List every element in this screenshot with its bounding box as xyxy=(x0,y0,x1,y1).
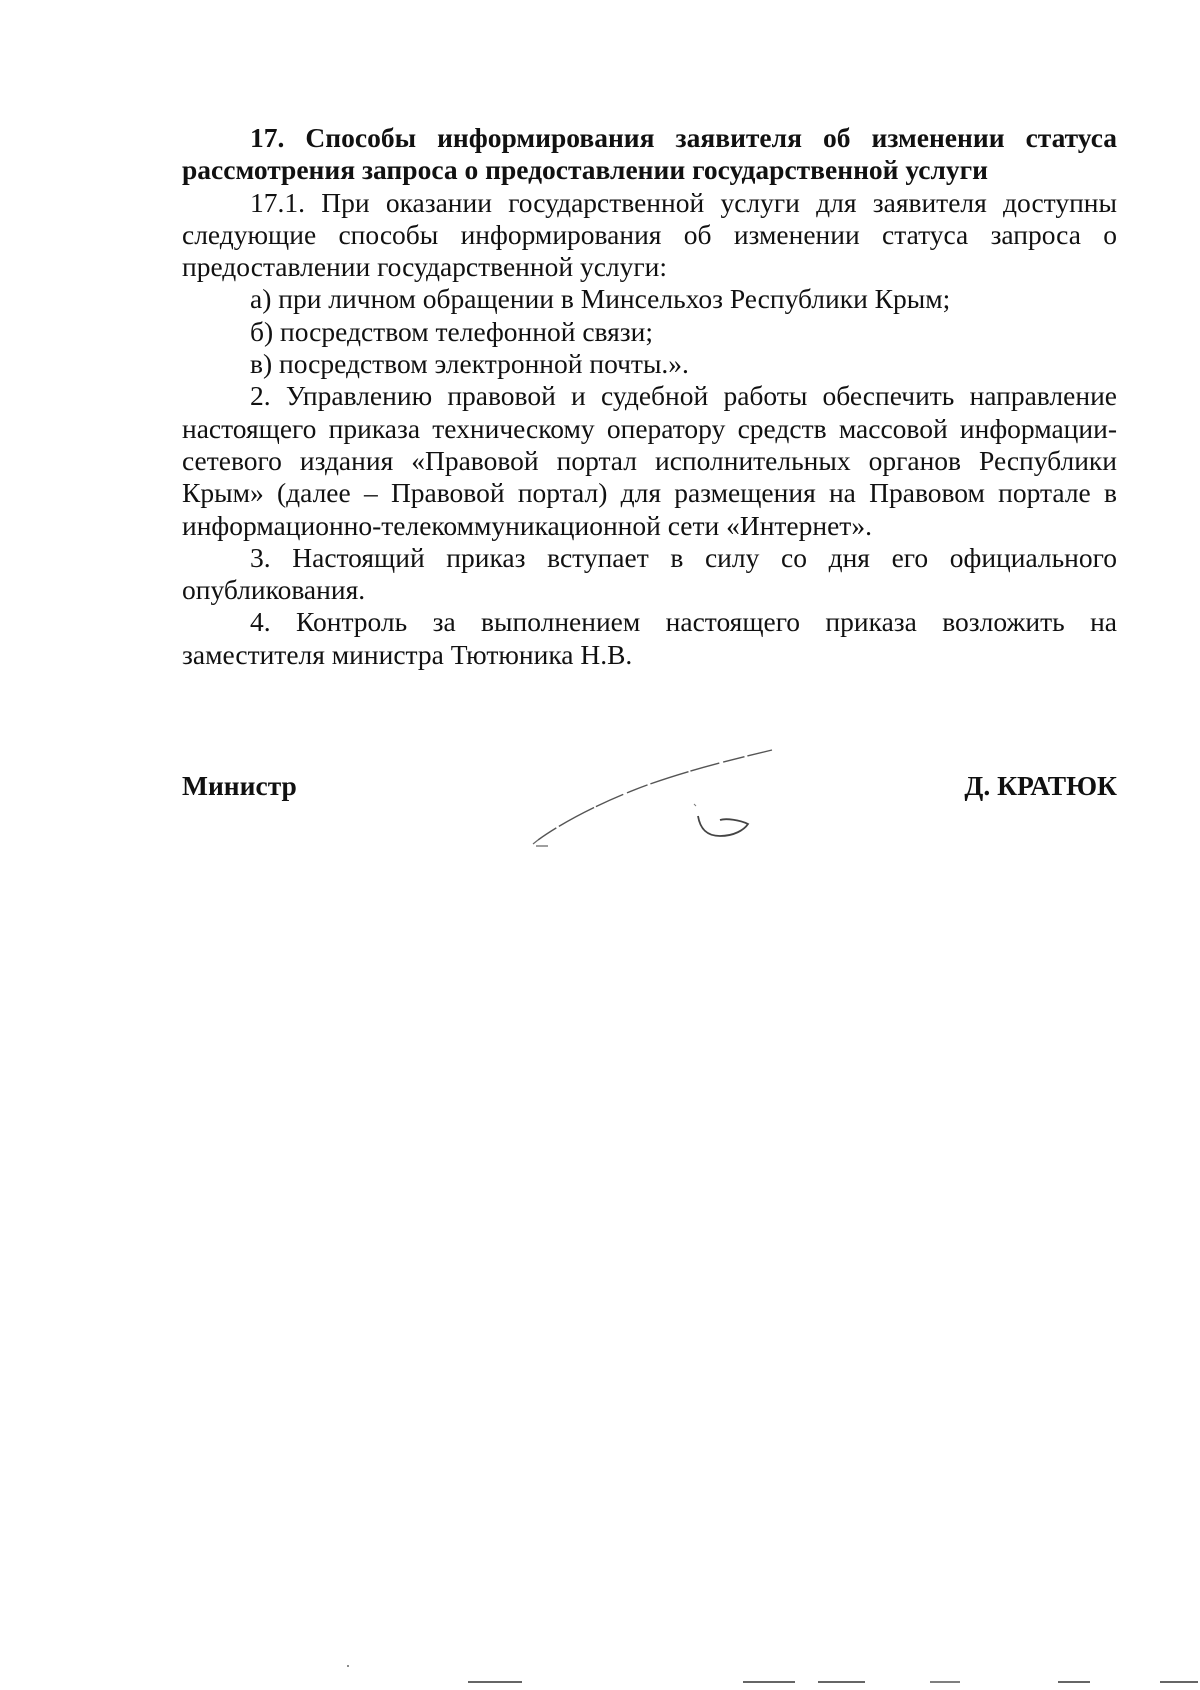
section-heading: 17. Способы информирования заявителя об изменении статуса рассмотрения запроса о предоставлении государственной услуги xyxy=(182,122,1117,186)
signatory-name: Д. КРАТЮК xyxy=(964,770,1117,801)
list-item-a: а) при личном обращении в Минсельхоз Республики Крым; xyxy=(250,283,951,315)
handwritten-signature xyxy=(530,740,780,850)
paragraph-2: 2. Управлению правовой и судебной работы обеспечить направление настоящего приказа техническому оператору средств массовой информации-сетевого издания «Правовой портал исполнительных органов Республики Крым» (далее – Правовой портал) для размещения на Правовом портале в информационно-телекоммуникационной сети «Интернет». xyxy=(182,380,1117,541)
paragraph-3: 3. Настоящий приказ вступает в силу со дня его официального опубликования. xyxy=(182,541,1117,606)
paragraph-4: 4. Контроль за выполнением настоящего приказа возложить на заместителя министра Тютюника Н.В. xyxy=(182,606,1117,670)
signatory-position: Министр xyxy=(182,770,297,801)
list-item-b: б) посредством телефонной связи; xyxy=(250,315,654,347)
document-body xyxy=(182,122,1117,671)
list-item-v: в) посредством электронной почты.». xyxy=(250,348,689,380)
paragraph-17-1: 17.1. При оказании государственной услуги для заявителя доступны следующие способы информирования об изменении статуса запроса о предоставлении государственной услуги: xyxy=(182,186,1117,283)
scan-artifacts xyxy=(0,1660,1200,1690)
